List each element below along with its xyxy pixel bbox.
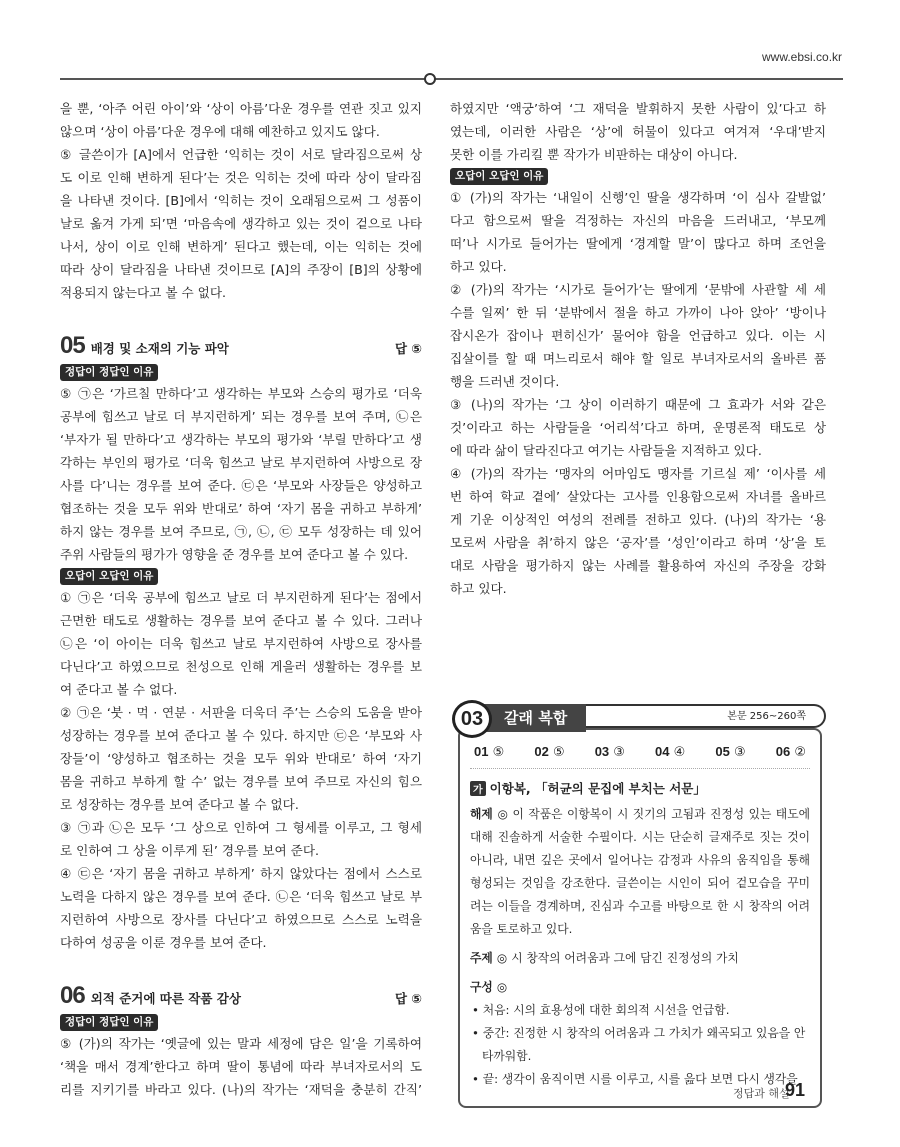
website-url: www.ebsi.co.kr xyxy=(762,50,843,64)
page-number: 91 xyxy=(785,1080,806,1100)
summary-line xyxy=(470,803,810,826)
answer-choice: ④ xyxy=(673,745,686,760)
answer-choice: ⑤ xyxy=(552,745,565,760)
structure-item: • 끝: 생각이 움직이면 시를 이루고, 시를 읊다 보면 다시 생각을 xyxy=(472,1072,798,1086)
box-pages: 본문 256~260쪽 xyxy=(582,704,826,728)
text-line: ② (가)의 작가는 ‘시가로 들어가’는 딸에게 ‘문밖에 사관할 세 세 xyxy=(450,282,826,297)
answer-choice: ③ xyxy=(613,745,625,760)
text-line: 다닌다’고 하였으므로 천성으로 인해 게을러 생활하는 경우를 보 xyxy=(60,659,422,674)
text-line: 을 나타낸 것이다. [B]에서 ‘익히는 것이 오래됨으로써 그 성품이 xyxy=(60,193,422,208)
explanation-badge: 정답이 정답인 이유 xyxy=(60,1014,158,1031)
text-line: 나서, 상이 이로 인해 변하게’ 된다고 했는데, 이는 익히는 것에 xyxy=(60,239,422,254)
header-rule xyxy=(60,78,843,80)
text-line: 못한 이를 가리킬 뿐 작가가 비판하는 대상이 아니다. xyxy=(450,147,738,162)
text-line: ④ (가)의 작가는 ‘맹자의 어마임도 맹자를 기르실 제’ ‘이사를 세 xyxy=(450,466,826,481)
paragraph xyxy=(60,816,422,862)
structure-list xyxy=(470,999,810,1091)
structure-label-text: 구성 ◎ xyxy=(470,980,508,994)
work-title-text: 이항복, 「허균의 문집에 부치는 서문」 xyxy=(489,781,706,796)
text-line: 하고 있다. xyxy=(450,259,507,274)
summary-line xyxy=(470,918,810,941)
answer-item xyxy=(474,744,504,760)
text-line: 에 따라 삶이 달라진다고 여기는 사람들을 지적하고 있다. xyxy=(450,443,762,458)
paragraph xyxy=(450,97,826,166)
text-line: 협조하는 것을 모두 위와 반대로’ 하여 ‘자기 몸을 귀하고 부하게’ xyxy=(60,501,422,516)
explanation-badge: 오답이 오답인 이유 xyxy=(60,568,158,585)
text-line: 성장하는 경우를 보여 준다고 볼 수 있다. 하지만 ㉢은 ‘부모와 사 xyxy=(60,728,422,743)
summary-text: 려는 이들을 경계하며, 진심과 수고를 바탕으로 한 시 창작의 어려 xyxy=(470,899,810,913)
text-line: 따라 상이 달라짐을 나타낸 것이므로 [A]의 주장이 [B]의 상황에 xyxy=(60,262,422,277)
text-line: 사를 다’니는 경우를 보여 준다. ㉢은 ‘부모와 사장들은 양성하고 xyxy=(60,478,422,493)
question-number: 04 xyxy=(655,744,670,759)
text-line: ‘부자가 될 만하다’고 생각하는 부모의 평가와 ‘부릴 만하다’고 생 xyxy=(60,432,422,447)
badge-row xyxy=(450,166,826,186)
text-line: 번 하여 학교 곁에’ 살았다는 고사를 인용함으로써 자녀를 올바르 xyxy=(450,489,826,504)
summary-text: 움을 토로하고 있다. xyxy=(470,922,573,936)
text-line: 몸을 귀하고 부하게 할 수’ 없는 경우를 보여 주므로 자신의 힘으 xyxy=(60,774,422,789)
text-line: 떠’나 시가로 들어가는 딸에게 ‘경계할 말’이 많다고 하며 조언을 xyxy=(450,236,826,251)
paragraph xyxy=(450,186,826,278)
structure-item: 타까워함. xyxy=(482,1049,532,1063)
structure-item: • 처음: 시의 효용성에 대한 회의적 시선을 언급함. xyxy=(472,1003,730,1017)
text-line: 공부에 힘쓰고 날로 더 부지런하게’ 되는 경우를 보여 주며, ㉡은 xyxy=(60,409,422,424)
answer-item xyxy=(715,744,745,760)
text-line: 게 기운 이상적인 여성의 전례를 전하고 있다. (나)의 작가는 ‘용 xyxy=(450,512,826,527)
left-column xyxy=(60,97,422,1101)
text-line: 여 준다고 볼 수 없다. xyxy=(60,682,178,697)
text-line: ⑤ ㉠은 ‘가르칠 만하다’고 생각하는 부모와 스승의 평가로 ‘더욱 xyxy=(60,386,422,401)
answer-choice: ⑤ xyxy=(492,745,505,760)
summary-line xyxy=(470,872,810,895)
structure-item: • 중간: 진정한 시 창작의 어려움과 그 가치가 왜곡되고 있음을 안 xyxy=(472,1026,806,1040)
work-marker: 가 xyxy=(470,781,486,796)
answer-item xyxy=(534,744,564,760)
text-line: 집살이를 할 때 며느리로서 해야 할 일로 부녀자로서의 올바른 품 xyxy=(450,351,826,366)
paragraph xyxy=(60,97,422,143)
text-line: 근면한 태도로 생활하는 경우를 보여 준다고 볼 수 있다. 그러나 xyxy=(60,613,422,628)
theme-label: 주제 ◎ xyxy=(470,951,508,965)
text-line: 주위 사람들의 평가가 영향을 준 경우를 보여 준다고 볼 수 있다. xyxy=(60,547,409,562)
badge-row xyxy=(60,1012,422,1032)
answer-item xyxy=(595,744,625,760)
text-line: 하지 않는 경우를 보여 주므로, ㉠, ㉡, ㉢ 모두 성장하는 데 있어 xyxy=(60,524,422,539)
paragraph xyxy=(60,382,422,566)
text-line: ⑤ 글쓴이가 [A]에서 언급한 ‘익히는 것이 서로 달라짐으로써 상 xyxy=(60,147,422,162)
text-line: 행을 드러낸 것이다. xyxy=(450,374,560,389)
summary-text: 아니라, 내면 깊은 곳에서 일어나는 감정과 사유의 움직임을 통해 xyxy=(470,853,810,867)
text-line: ① (가)의 작가는 ‘내일이 신행’인 딸을 생각하며 ‘이 심사 갈발없’ xyxy=(450,190,826,205)
answer-choice: ③ xyxy=(733,745,746,760)
question-number: 02 xyxy=(534,744,549,759)
paragraph xyxy=(450,393,826,462)
question-number: 01 xyxy=(474,744,489,759)
answer-choice: ② xyxy=(794,745,806,760)
question-number: 05 xyxy=(60,332,85,359)
text-line: ㉡은 ‘이 아이는 더욱 힘쓰고 날로 부지런하여 사방으로 장사를 xyxy=(60,636,422,651)
answer-box xyxy=(452,700,826,1100)
header-rule-ornament xyxy=(424,73,436,85)
text-line: 대로 사람을 평가하지 않는 사례를 활용하여 자신의 주장을 강화 xyxy=(450,558,826,573)
box-number: 03 xyxy=(452,700,492,738)
text-line: 였는데, 이러한 사람은 ‘상’에 허물이 있다고 여겨져 ‘우대’받지 xyxy=(450,124,826,139)
question-heading xyxy=(60,332,422,358)
theme-text: 시 창작의 어려움과 그에 담긴 진정성의 가치 xyxy=(511,951,739,965)
text-line: 것’이라고 하는 사람들을 ‘어리석’다고 하며, 운명론적 태도로 상 xyxy=(450,420,826,435)
right-column xyxy=(450,97,826,600)
question-number: 05 xyxy=(715,744,730,759)
text-line: 잡시온가 잡이나 편히신가’ 물어야 함을 언급하고 있다. 이는 시 xyxy=(450,328,826,343)
text-line: 수를 일찌’ 한 뒤 ‘분밖에서 절을 하고 가까이 나아 앉아’ ‘방이나 xyxy=(450,305,826,320)
answer-item xyxy=(655,744,685,760)
box-body xyxy=(458,728,822,1108)
paragraph xyxy=(450,462,826,600)
text-line: ① ㉠은 ‘더욱 공부에 힘쓰고 날로 더 부지런하게 된다’는 점에서 xyxy=(60,590,422,605)
summary-text: 이 작품은 이항복이 시 짓기의 고됨과 진정성 있는 태도에 xyxy=(512,807,810,821)
question-number: 03 xyxy=(594,744,610,759)
text-line: 않으며 ‘상이 아름’다운 경우에 대해 예찬하고 있지도 않다. xyxy=(60,124,380,139)
question-title: 배경 및 소재의 기능 파악 xyxy=(90,341,229,356)
badge-row xyxy=(60,362,422,382)
answer-label: 답 ⑤ xyxy=(394,991,422,1006)
summary-line xyxy=(470,849,810,872)
summary-line xyxy=(470,826,810,849)
text-line: ④ ㉢은 ‘자기 몸을 귀하고 부하게’ 하지 않았다는 점에서 스스로 xyxy=(60,866,422,881)
text-line: 하였지만 ‘액궁’하여 ‘그 재덕을 발휘하지 못한 사람이 있’다고 하 xyxy=(450,101,826,116)
explanation-badge: 정답이 정답인 이유 xyxy=(60,364,158,381)
answer-key-row xyxy=(470,740,810,769)
answer-item xyxy=(776,744,806,760)
text-line: 다고 함으로써 딸을 걱정하는 자신의 마음을 드러내고, ‘부모께 xyxy=(450,213,826,228)
paragraph xyxy=(60,586,422,701)
text-line: 적용되지 않는다고 볼 수 없다. xyxy=(60,285,227,300)
text-line: 로 성장하는 경우를 보여 준다고 볼 수 없다. xyxy=(60,797,299,812)
work-title xyxy=(470,779,810,797)
text-line: ‘책을 매서 경계’한다고 하며 딸이 통념에 따라 부녀자로서의 도 xyxy=(60,1059,422,1074)
text-line: 장들’이 ‘양성하고 협조하는 것을 모두 위와 반대로’ 하여 ‘자기 xyxy=(60,751,422,766)
text-line: 도 이로 인해 변하게 된다’는 것은 익히는 것에 따라 상이 달라짐 xyxy=(60,170,422,185)
question-number: 06 xyxy=(775,744,791,759)
text-line: 로 인하여 그 상을 이루게 된’ 경우를 보여 준다. xyxy=(60,843,320,858)
structure-label xyxy=(470,976,810,999)
question-heading xyxy=(60,982,422,1008)
paragraph xyxy=(60,862,422,954)
text-line: 각하는 부인의 평가로 ‘더욱 힘쓰고 날로 부지런하여 사방으로 장 xyxy=(60,455,422,470)
box-title: 갈래 복합 xyxy=(482,704,586,732)
text-line: 노력을 다하지 않은 경우를 보여 준다. ㉡은 ‘더욱 힘쓰고 날로 부 xyxy=(60,889,422,904)
paragraph xyxy=(60,701,422,816)
theme-line xyxy=(470,947,810,970)
text-line: 리를 지키기를 바라고 있다. (나)의 작가는 ‘재덕을 충분히 간직’ xyxy=(60,1082,422,1097)
question-title: 외적 준거에 따른 작품 감상 xyxy=(90,991,241,1006)
explanation-badge: 오답이 오답인 이유 xyxy=(450,168,548,185)
text-line: 다하여 성공을 이룬 경우를 보여 준다. xyxy=(60,935,267,950)
summary-line xyxy=(470,895,810,918)
text-line: ⑤ (가)의 작가는 ‘옛글에 있는 말과 세정에 담은 일’을 기록하여 xyxy=(60,1036,422,1051)
text-line: 모로써 사람을 취’하지 않은 ‘공자’를 ‘성인’이라고 하며 ‘상’을 토 xyxy=(450,535,826,550)
question-number: 06 xyxy=(60,982,85,1009)
summary-text: 대해 진솔하게 서술한 수필이다. 시는 단순히 글재주로 짓는 것이 xyxy=(470,830,810,844)
summary-label: 해제 ◎ xyxy=(470,807,509,821)
text-line: ③ (나)의 작가는 ‘그 상이 이러하기 때문에 그 효과가 서와 같은 xyxy=(450,397,826,412)
paragraph xyxy=(60,143,422,304)
text-line: 지런하여 사방으로 장사를 다닌다’고 하였으므로 스스로 노력을 xyxy=(60,912,422,927)
text-line: 을 뿐, ‘아주 어린 아이’와 ‘상이 아름’다운 경우를 연관 짓고 있지 xyxy=(60,101,422,116)
text-line: ③ ㉠과 ㉡은 모두 ‘그 상으로 인하여 그 형세를 이루고, 그 형세 xyxy=(60,820,422,835)
text-line: 날로 옮겨 가게 되’면 ‘마음속에 생각하고 있는 것이 겉으로 나타 xyxy=(60,216,422,231)
text-line: ② ㉠은 ‘붓 · 먹 · 연분 · 서판을 더욱더 주’는 스승의 도움을 받아 xyxy=(60,705,422,720)
paragraph xyxy=(60,1032,422,1101)
text-line: 하고 있다. xyxy=(450,581,507,596)
summary-section xyxy=(470,803,810,941)
answer-label: 답 ⑤ xyxy=(394,341,422,356)
summary-text: 형성되는 것임을 강조한다. 글쓴이는 시인이 되어 겉모습을 꾸미 xyxy=(470,876,810,890)
paragraph xyxy=(450,278,826,393)
footer-section-label: 정답과 해설 xyxy=(733,1087,790,1100)
badge-row xyxy=(60,566,422,586)
